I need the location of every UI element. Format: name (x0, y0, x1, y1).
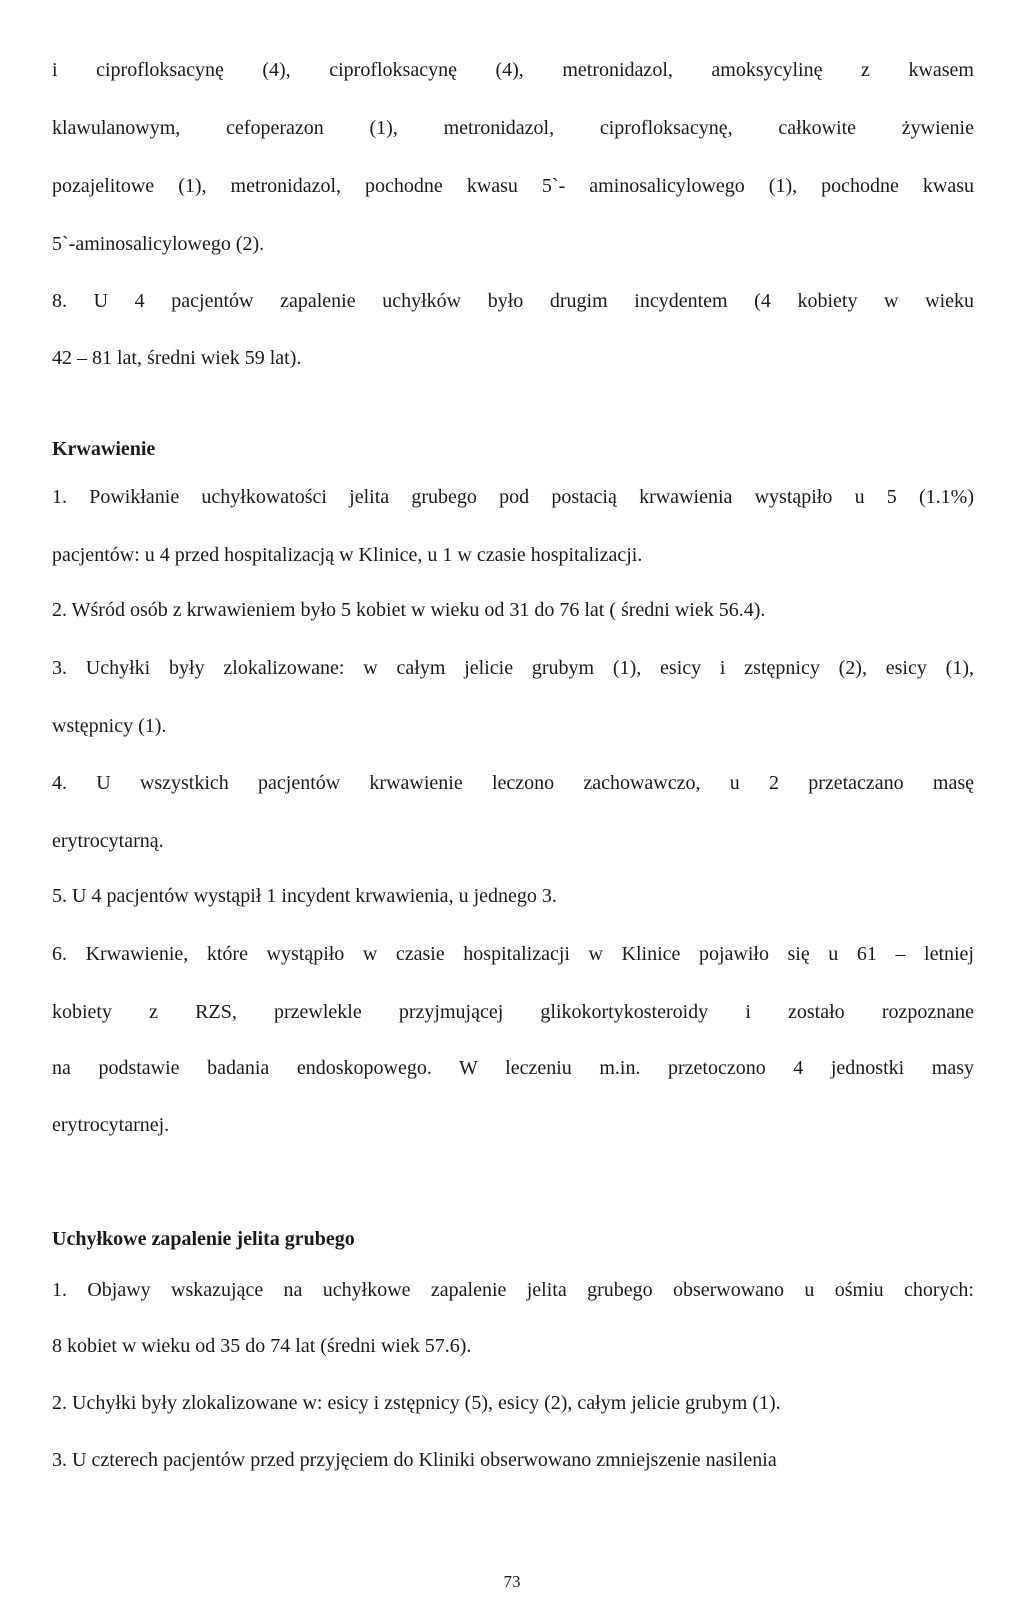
text-line: pacjentów: u 4 przed hospitalizacją w Klinice, u 1 w czasie hospitalizacji. (52, 544, 643, 566)
text-line: klawulanowym, cefoperazon (1), metronidazol, ciprofloksacynę, całkowite żywienie (52, 117, 974, 139)
text-line: 4. U wszystkich pacjentów krwawienie leczono zachowawczo, u 2 przetaczano masę (52, 772, 974, 794)
text-line: 1. Powikłanie uchyłkowatości jelita grubego pod postacią krwawienia wystąpiło u 5 (1.1%) (52, 486, 974, 508)
text-line: 1. Objawy wskazujące na uchyłkowe zapalenie jelita grubego obserwowano u ośmiu chorych: (52, 1279, 974, 1301)
section-heading-krwawienie: Krwawienie (52, 438, 156, 460)
text-line: 8. U 4 pacjentów zapalenie uchyłków było drugim incydentem (4 kobiety w wieku (52, 290, 974, 312)
text-line: 6. Krwawienie, które wystąpiło w czasie hospitalizacji w Klinice pojawiło się u 61 – letniej (52, 943, 974, 965)
text-line: erytrocytarnej. (52, 1114, 170, 1136)
text-line: 5. U 4 pacjentów wystąpił 1 incydent krwawienia, u jednego 3. (52, 885, 557, 907)
text-line: kobiety z RZS, przewlekle przyjmującej glikokortykosteroidy i zostało rozpoznane (52, 1001, 974, 1023)
text-line: wstępnicy (1). (52, 715, 167, 737)
text-line: 2. Uchyłki były zlokalizowane w: esicy i zstępnicy (5), esicy (2), całym jelicie grubym (1). (52, 1392, 781, 1414)
text-line: 3. U czterech pacjentów przed przyjęciem do Kliniki obserwowano zmniejszenie nasilenia (52, 1449, 777, 1471)
text-line: i ciprofloksacynę (4), ciprofloksacynę (4), metronidazol, amoksycylinę z kwasem (52, 59, 974, 81)
page-number: 73 (503, 1572, 521, 1591)
text-line: erytrocytarną. (52, 830, 164, 852)
text-line: 3. Uchyłki były zlokalizowane: w całym jelicie grubym (1), esicy i zstępnicy (2), esicy (1), (52, 657, 974, 679)
text-line: pozajelitowe (1), metronidazol, pochodne kwasu 5`- aminosalicylowego (1), pochodne kwasu (52, 175, 974, 197)
text-line: 8 kobiet w wieku od 35 do 74 lat (średni wiek 57.6). (52, 1335, 472, 1357)
text-line: 2. Wśród osób z krwawieniem było 5 kobiet w wieku od 31 do 76 lat ( średni wiek 56.4). (52, 599, 766, 621)
text-line: na podstawie badania endoskopowego. W leczeniu m.in. przetoczono 4 jednostki masy (52, 1057, 974, 1079)
text-line: 42 – 81 lat, średni wiek 59 lat). (52, 347, 302, 369)
text-line: 5`-aminosalicylowego (2). (52, 233, 265, 255)
section-heading-uchylkowe-zapalenie: Uchyłkowe zapalenie jelita grubego (52, 1228, 355, 1250)
